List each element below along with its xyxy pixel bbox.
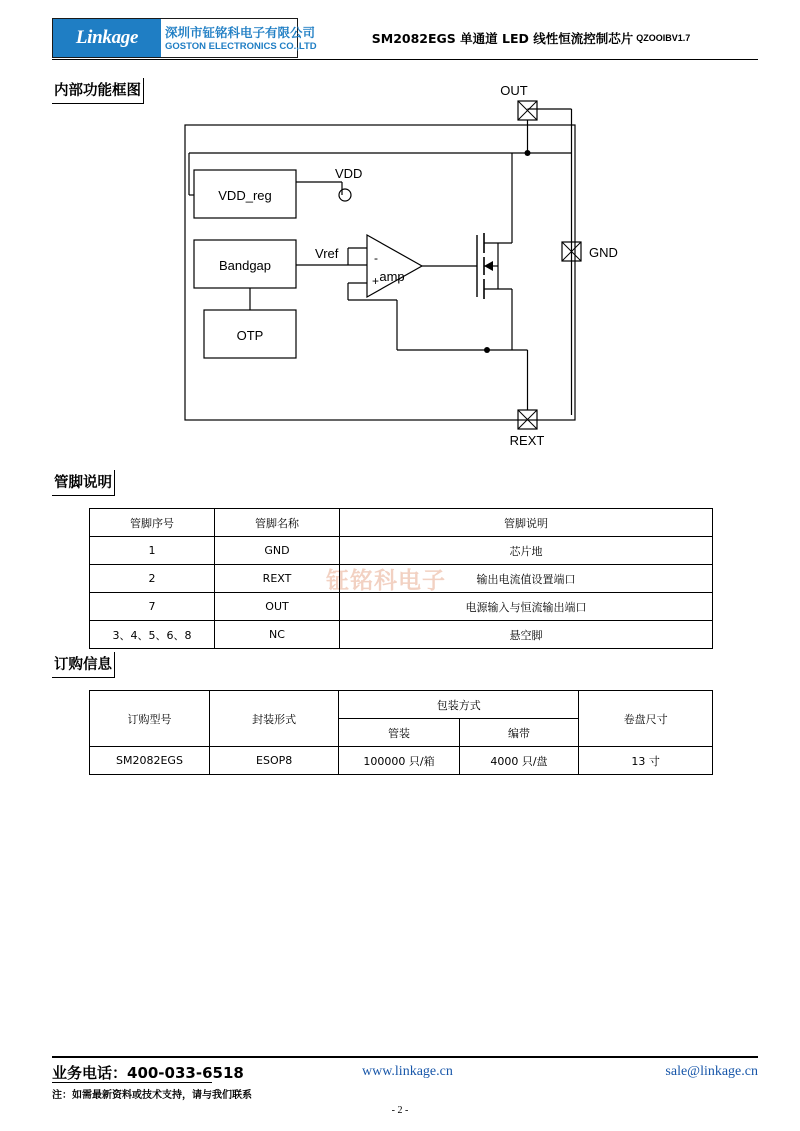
company-logo-box <box>52 18 317 58</box>
pin-index: 7 <box>90 593 215 621</box>
internal-block-diagram <box>52 85 758 455</box>
logo-text: Linkage <box>75 27 139 48</box>
footer-email-link[interactable]: sale@linkage.cn <box>665 1064 758 1079</box>
table-row <box>90 621 713 649</box>
order-tube: 100000 只/箱 <box>339 747 459 775</box>
footer-note: 注：如需最新资料或技术支持，请与我们联系 <box>52 1090 252 1101</box>
footer-phone-underline <box>52 1082 212 1083</box>
table-row <box>90 747 713 775</box>
document-title-area <box>304 18 758 58</box>
company-name-en: GOSTON ELECTRONICS CO.,LTD <box>165 41 317 52</box>
diagram-label-amp-minus: - <box>374 251 378 265</box>
diagram-label-rext: REXT <box>509 433 545 448</box>
document-version: QZOOIBV1.7 <box>636 33 691 43</box>
table-row <box>90 565 713 593</box>
table-header-row <box>90 691 713 719</box>
order-header-packing-tube: 管装 <box>339 719 459 747</box>
section-heading-block-diagram: 内部功能框图 <box>52 78 144 104</box>
document-title: SM2082EGS 单通道 LED 线性恒流控制芯片 <box>371 31 634 46</box>
pin-index: 1 <box>90 537 215 565</box>
pin-index: 3、4、5、6、8 <box>90 621 215 649</box>
diagram-label-otp: OTP <box>236 328 264 343</box>
pin-description-table <box>89 508 713 649</box>
table-row <box>90 537 713 565</box>
page-header <box>52 18 758 58</box>
header-divider <box>52 59 758 60</box>
watermark-text: 钲铭科电子 <box>326 568 446 594</box>
diagram-label-amp-plus: + <box>372 274 380 288</box>
diagram-label-vdd-reg: VDD_reg <box>218 188 272 203</box>
order-model: SM2082EGS <box>90 747 210 775</box>
pin-desc: 芯片地 <box>340 537 713 565</box>
page-footer <box>52 1060 758 1110</box>
diagram-label-vref: Vref <box>315 246 339 261</box>
linkage-logo-icon <box>53 19 161 57</box>
diagram-label-amp: amp <box>379 269 405 284</box>
company-name-cn: 深圳市钲铭科电子有限公司 <box>165 25 316 40</box>
pin-table-header-index: 管脚序号 <box>90 509 215 537</box>
diagram-label-gnd: GND <box>589 245 618 260</box>
pin-name: OUT <box>215 593 340 621</box>
pin-desc: 电源输入与恒流输出端口 <box>340 593 713 621</box>
footer-divider <box>52 1056 758 1058</box>
pin-table-header-name: 管脚名称 <box>215 509 340 537</box>
pin-index: 2 <box>90 565 215 593</box>
order-header-packing-tape: 编带 <box>459 719 579 747</box>
order-information-table <box>89 690 713 775</box>
order-package: ESOP8 <box>209 747 338 775</box>
order-tape: 4000 只/盘 <box>459 747 579 775</box>
order-header-packing: 包装方式 <box>339 691 579 719</box>
table-header-row <box>90 509 713 537</box>
footer-website-link[interactable]: www.linkage.cn <box>362 1064 453 1079</box>
order-reel: 13 寸 <box>579 747 713 775</box>
pin-name: NC <box>215 621 340 649</box>
pin-desc: 悬空脚 <box>340 621 713 649</box>
pin-name: REXT <box>215 565 340 593</box>
table-row <box>90 593 713 621</box>
diagram-label-out: OUT <box>500 85 528 98</box>
pin-table-header-desc: 管脚说明 <box>340 509 713 537</box>
pin-name: GND <box>215 537 340 565</box>
diagram-label-vdd: VDD <box>335 166 363 181</box>
pin-desc: 输出电流值设置端口 <box>340 565 713 593</box>
section-heading-pin-description: 管脚说明 <box>52 470 115 496</box>
order-header-reel: 卷盘尺寸 <box>579 691 713 747</box>
order-header-package: 封装形式 <box>209 691 338 747</box>
page-number: - 2 - <box>391 1105 409 1116</box>
section-heading-order-information: 订购信息 <box>52 652 115 678</box>
footer-phone: 业务电话：400-033-6518 <box>52 1064 244 1082</box>
diagram-label-bandgap: Bandgap <box>218 258 272 273</box>
order-header-model: 订购型号 <box>90 691 210 747</box>
